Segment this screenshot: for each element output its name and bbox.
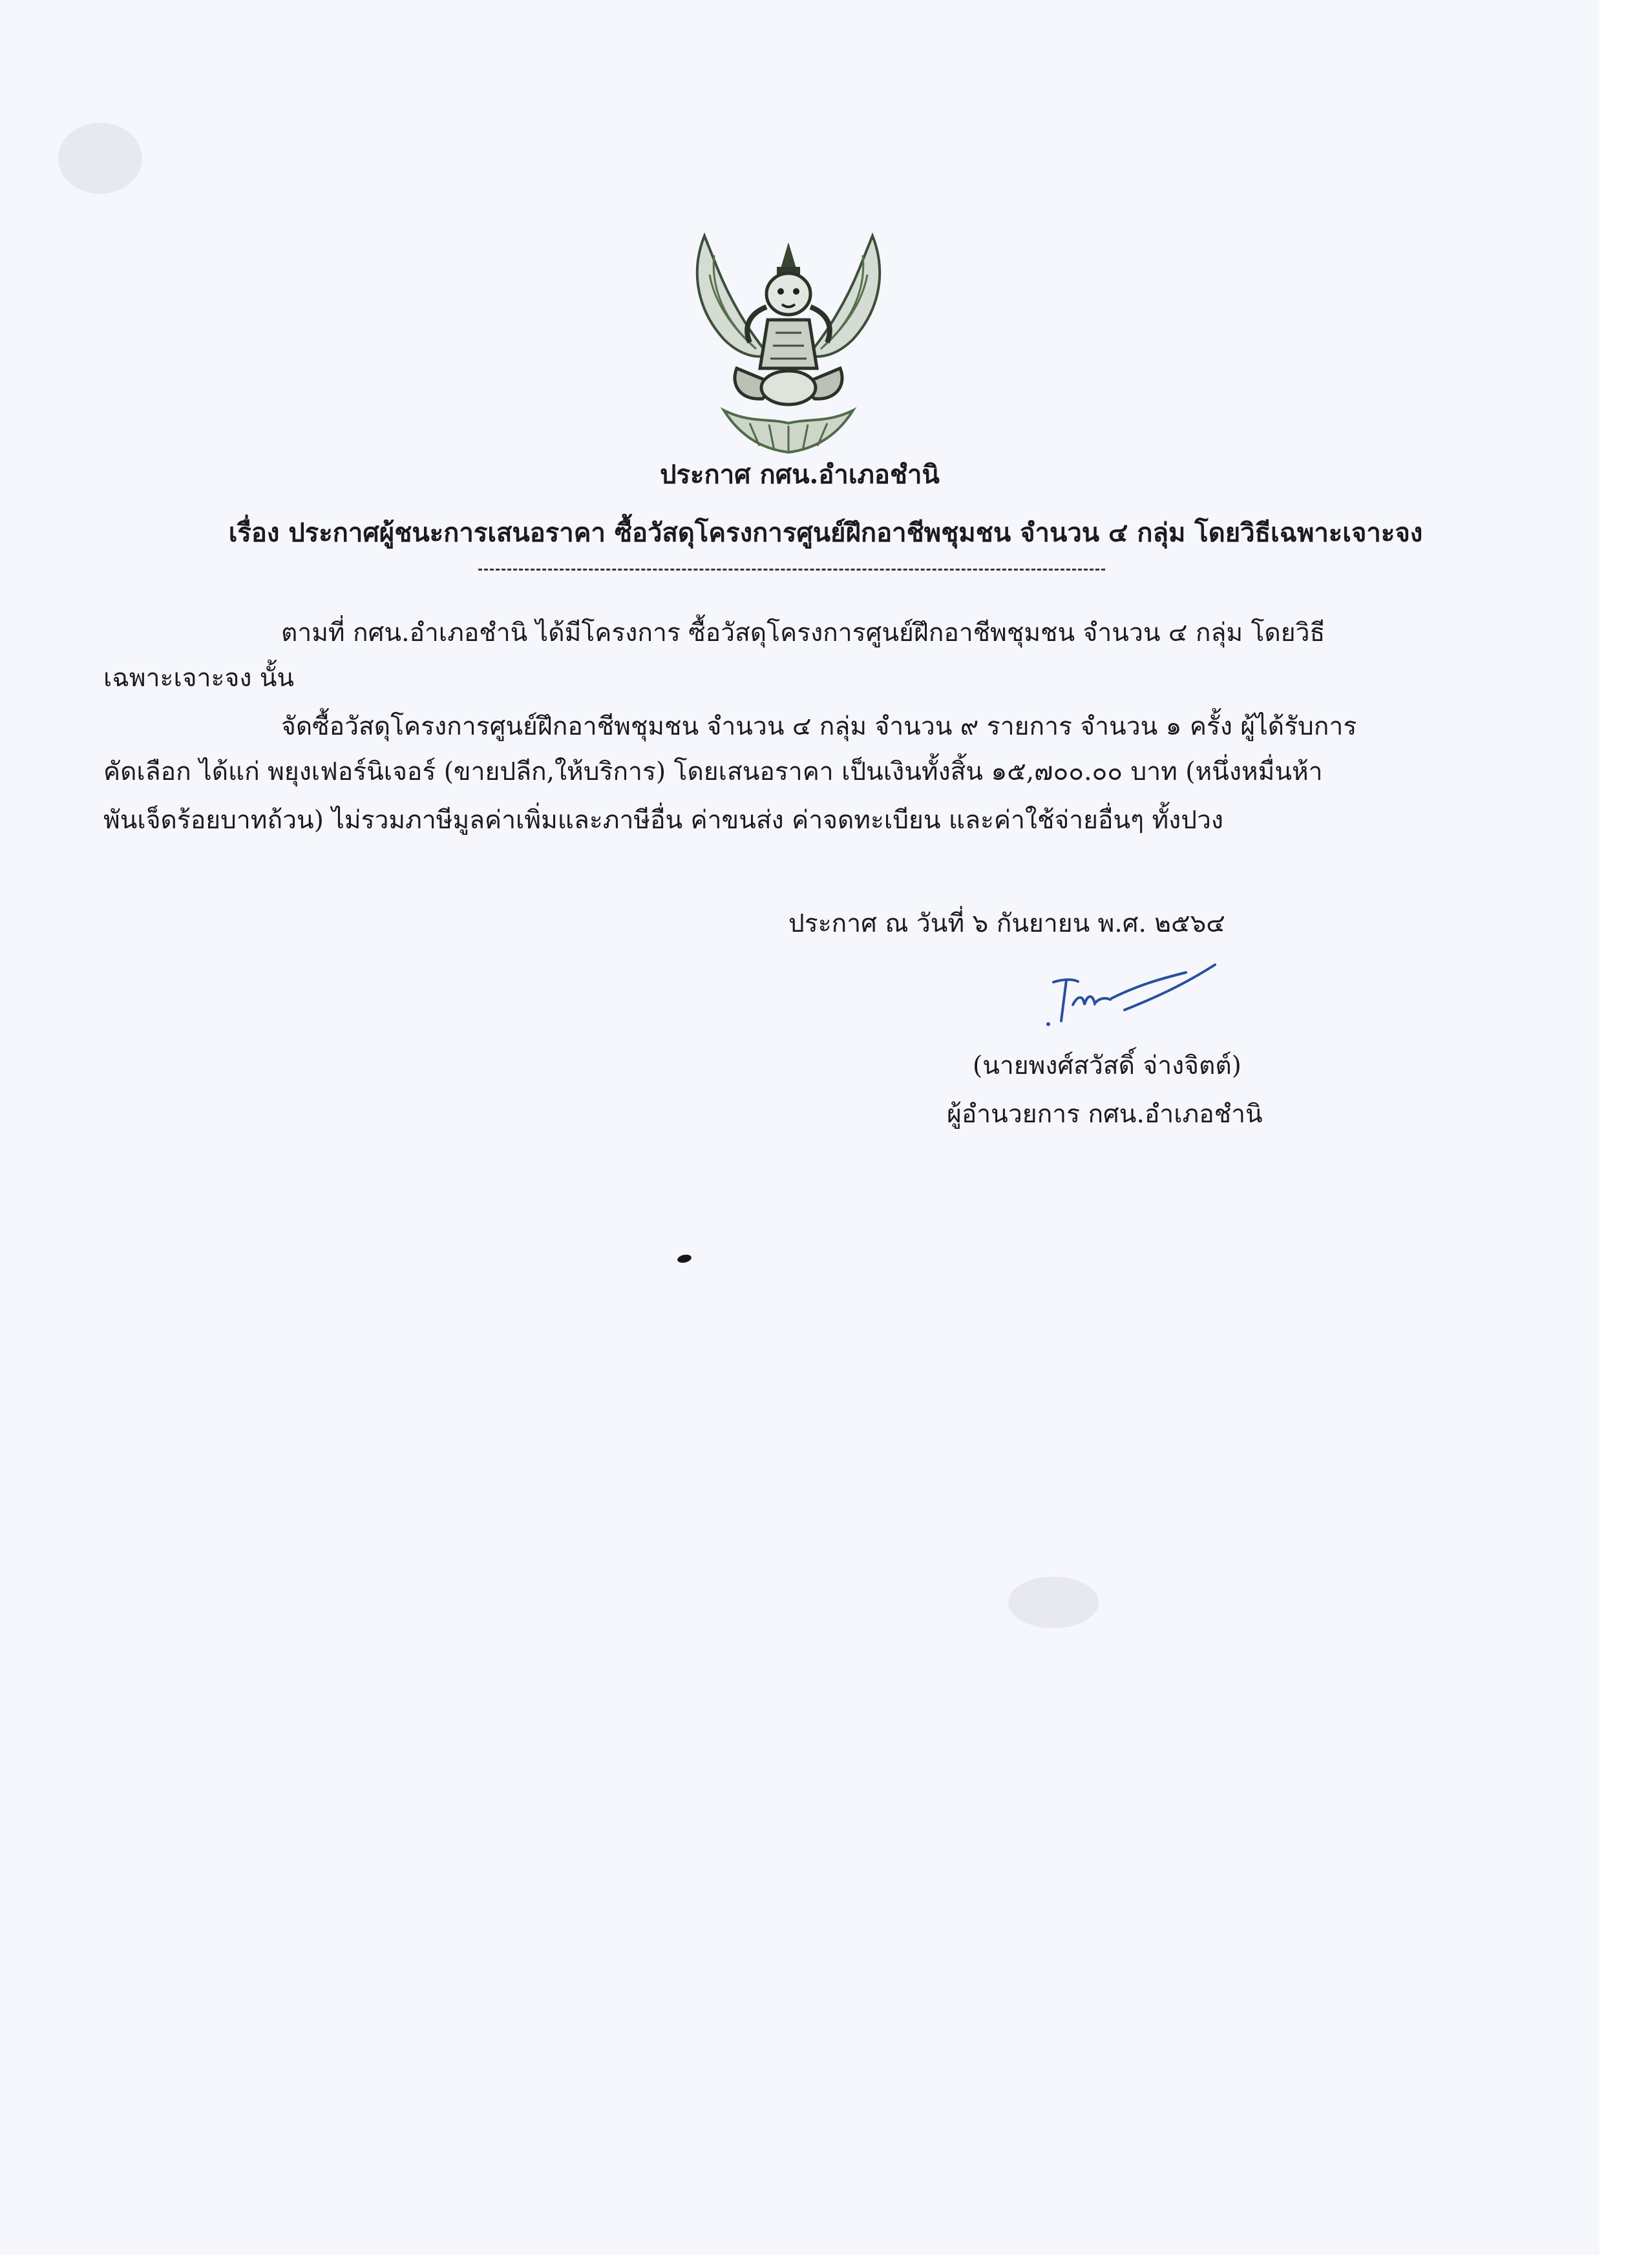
paper-smudge	[58, 123, 142, 194]
garuda-emblem-icon	[679, 229, 898, 459]
paper-smudge	[1008, 1577, 1099, 1628]
scan-margin-right	[1600, 0, 1648, 2268]
handwritten-signature	[1028, 960, 1221, 1031]
paragraph1-line2: เฉพาะเจาะจง นั้น	[103, 664, 295, 693]
signer-name: (นายพงศ์สวัสดิ์ จ่างจิตต์)	[973, 1051, 1241, 1080]
announcement-title: ประกาศ กศน.อำเภอชำนิ	[660, 459, 940, 490]
ink-spot	[677, 1254, 692, 1264]
announcement-subject: เรื่อง ประกาศผู้ชนะการเสนอราคา ซื้อวัสดุโครงการศูนย์ฝึกอาชีพชุมชน จำนวน ๔ กลุ่ม โดยวิธีเฉพาะเจาะจง	[228, 518, 1423, 548]
paragraph2-line1: จัดซื้อวัสดุโครงการศูนย์ฝึกอาชีพชุมชน จำนวน ๔ กลุ่ม จำนวน ๙ รายการ จำนวน ๑ ครั้ง ผู้ได้รับการ	[281, 712, 1357, 741]
paragraph2-line2: คัดเลือก ได้แก่ พยุงเฟอร์นิเจอร์ (ขายปลีก,ให้บริการ) โดยเสนอราคา เป็นเงินทั้งสิ้น ๑๕,๗๐๐.๐๐ บาท (หนึ่งหมื่นห้า	[103, 757, 1323, 786]
signer-position: ผู้อำนวยการ กศน.อำเภอชำนิ	[947, 1100, 1263, 1129]
paragraph1-line1: ตามที่ กศน.อำเภอชำนิ ได้มีโครงการ ซื้อวัสดุโครงการศูนย์ฝึกอาชีพชุมชน จำนวน ๔ กลุ่ม โดยวิธี	[281, 618, 1326, 647]
announcement-date: ประกาศ ณ วันที่ ๖ กันยายน พ.ศ. ๒๕๖๔	[788, 909, 1225, 938]
dashed-divider	[478, 569, 1105, 571]
paragraph2-line3: พันเจ็ดร้อยบาทถ้วน) ไม่รวมภาษีมูลค่าเพิ่มและภาษีอื่น ค่าขนส่ง ค่าจดทะเบียน และค่าใช้จ่ายอื่นๆ ทั้งปวง	[103, 806, 1223, 835]
scan-margin-bottom	[0, 2255, 1648, 2268]
